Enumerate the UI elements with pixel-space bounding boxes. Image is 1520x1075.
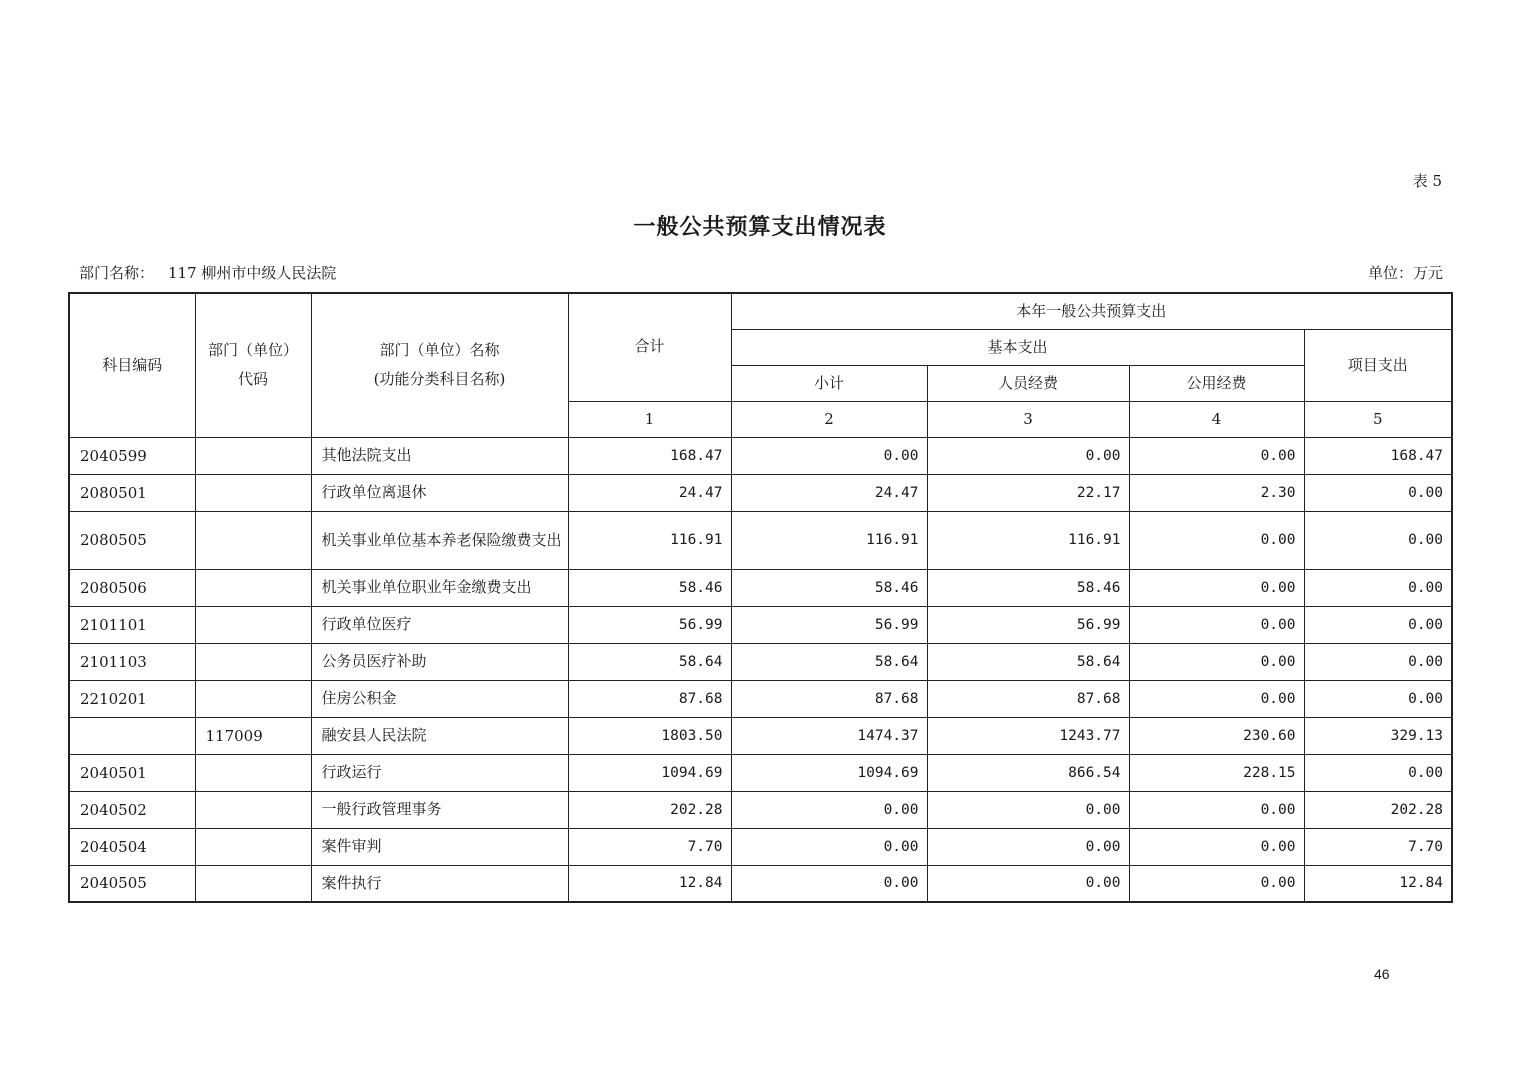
table-row [69, 474, 1452, 511]
cell-project: 202.28 [1304, 791, 1452, 828]
table-row [69, 643, 1452, 680]
cell-name: 机关事业单位职业年金缴费支出 [311, 569, 568, 606]
cell-subtotal: 1094.69 [731, 754, 927, 791]
cell-total: 116.91 [568, 511, 731, 569]
table-row [69, 754, 1452, 791]
cell-public: 0.00 [1129, 437, 1304, 474]
page-title: 一般公共预算支出情况表 [633, 214, 887, 240]
cell-project: 0.00 [1304, 511, 1452, 569]
cell-code: 2101101 [69, 606, 195, 643]
table-row [69, 511, 1452, 569]
header-index: 5 [1304, 401, 1452, 437]
table-row [69, 606, 1452, 643]
cell-public: 0.00 [1129, 511, 1304, 569]
cell-dept-code [195, 437, 311, 474]
header-index: 4 [1129, 401, 1304, 437]
cell-personnel: 0.00 [927, 865, 1129, 902]
cell-total: 56.99 [568, 606, 731, 643]
header-dept-code: 部门（单位） 代码 [195, 293, 311, 437]
cell-code: 2040501 [69, 754, 195, 791]
cell-dept-code: 117009 [195, 717, 311, 754]
cell-code: 2040505 [69, 865, 195, 902]
cell-name: 机关事业单位基本养老保险缴费支出 [311, 511, 568, 569]
header-total: 合计 [568, 293, 731, 401]
cell-subtotal: 0.00 [731, 791, 927, 828]
cell-dept-code [195, 474, 311, 511]
header-subtotal: 小计 [731, 365, 927, 401]
cell-dept-code [195, 754, 311, 791]
table-body [69, 437, 1452, 902]
cell-subtotal: 0.00 [731, 437, 927, 474]
cell-dept-code [195, 791, 311, 828]
table-row [69, 437, 1452, 474]
cell-code: 2040599 [69, 437, 195, 474]
cell-personnel: 22.17 [927, 474, 1129, 511]
cell-name: 公务员医疗补助 [311, 643, 568, 680]
cell-total: 12.84 [568, 865, 731, 902]
cell-public: 0.00 [1129, 828, 1304, 865]
cell-project: 0.00 [1304, 754, 1452, 791]
header-personnel: 人员经费 [927, 365, 1129, 401]
cell-project: 12.84 [1304, 865, 1452, 902]
cell-code: 2080505 [69, 511, 195, 569]
cell-dept-code [195, 511, 311, 569]
cell-total: 58.46 [568, 569, 731, 606]
cell-name: 融安县人民法院 [311, 717, 568, 754]
cell-subtotal: 56.99 [731, 606, 927, 643]
table-row [69, 828, 1452, 865]
cell-code: 2040502 [69, 791, 195, 828]
cell-project: 168.47 [1304, 437, 1452, 474]
table-row [69, 865, 1452, 902]
cell-total: 202.28 [568, 791, 731, 828]
cell-total: 87.68 [568, 680, 731, 717]
cell-subtotal: 58.46 [731, 569, 927, 606]
header-project: 项目支出 [1304, 329, 1452, 401]
cell-personnel: 866.54 [927, 754, 1129, 791]
table-row [69, 791, 1452, 828]
cell-project: 329.13 [1304, 717, 1452, 754]
budget-table [68, 292, 1453, 903]
header-index: 3 [927, 401, 1129, 437]
cell-personnel: 56.99 [927, 606, 1129, 643]
cell-subtotal: 87.68 [731, 680, 927, 717]
header-index: 1 [568, 401, 731, 437]
cell-personnel: 1243.77 [927, 717, 1129, 754]
cell-dept-code [195, 828, 311, 865]
table-header [69, 293, 1452, 437]
cell-code: 2210201 [69, 680, 195, 717]
header-group: 本年一般公共预算支出 [731, 293, 1452, 329]
cell-subtotal: 116.91 [731, 511, 927, 569]
cell-project: 0.00 [1304, 680, 1452, 717]
cell-public: 0.00 [1129, 680, 1304, 717]
cell-personnel: 58.46 [927, 569, 1129, 606]
cell-total: 1094.69 [568, 754, 731, 791]
cell-public: 0.00 [1129, 643, 1304, 680]
header-basic: 基本支出 [731, 329, 1304, 365]
cell-name: 行政单位离退休 [311, 474, 568, 511]
cell-total: 7.70 [568, 828, 731, 865]
cell-public: 0.00 [1129, 865, 1304, 902]
department-value: 117 柳州市中级人民法院 [168, 264, 337, 282]
cell-subtotal: 0.00 [731, 865, 927, 902]
header-public: 公用经费 [1129, 365, 1304, 401]
cell-public: 2.30 [1129, 474, 1304, 511]
cell-name: 案件执行 [311, 865, 568, 902]
cell-personnel: 0.00 [927, 791, 1129, 828]
cell-dept-code [195, 569, 311, 606]
cell-code [69, 717, 195, 754]
cell-name: 其他法院支出 [311, 437, 568, 474]
cell-public: 0.00 [1129, 569, 1304, 606]
cell-project: 0.00 [1304, 643, 1452, 680]
cell-subtotal: 0.00 [731, 828, 927, 865]
cell-project: 0.00 [1304, 606, 1452, 643]
cell-name: 案件审判 [311, 828, 568, 865]
cell-code: 2080501 [69, 474, 195, 511]
page-number: 46 [1374, 966, 1390, 982]
cell-personnel: 58.64 [927, 643, 1129, 680]
cell-total: 24.47 [568, 474, 731, 511]
cell-personnel: 87.68 [927, 680, 1129, 717]
cell-name: 行政单位医疗 [311, 606, 568, 643]
cell-personnel: 0.00 [927, 437, 1129, 474]
cell-code: 2080506 [69, 569, 195, 606]
table-row [69, 717, 1452, 754]
cell-total: 58.64 [568, 643, 731, 680]
cell-public: 228.15 [1129, 754, 1304, 791]
cell-public: 0.00 [1129, 606, 1304, 643]
table-row [69, 680, 1452, 717]
header-index: 2 [731, 401, 927, 437]
cell-name: 行政运行 [311, 754, 568, 791]
cell-project: 0.00 [1304, 569, 1452, 606]
cell-dept-code [195, 643, 311, 680]
unit-label: 单位：万元 [1367, 264, 1443, 282]
cell-dept-code [195, 865, 311, 902]
cell-subtotal: 24.47 [731, 474, 927, 511]
cell-project: 7.70 [1304, 828, 1452, 865]
cell-dept-code [195, 680, 311, 717]
header-dept-name: 部门（单位）名称 (功能分类科目名称) [311, 293, 568, 437]
cell-personnel: 0.00 [927, 828, 1129, 865]
cell-name: 住房公积金 [311, 680, 568, 717]
header-code: 科目编码 [69, 293, 195, 437]
cell-public: 230.60 [1129, 717, 1304, 754]
cell-personnel: 116.91 [927, 511, 1129, 569]
table-number: 表 5 [1412, 172, 1442, 190]
cell-public: 0.00 [1129, 791, 1304, 828]
cell-name: 一般行政管理事务 [311, 791, 568, 828]
cell-project: 0.00 [1304, 474, 1452, 511]
cell-subtotal: 1474.37 [731, 717, 927, 754]
cell-total: 168.47 [568, 437, 731, 474]
cell-code: 2101103 [69, 643, 195, 680]
cell-dept-code [195, 606, 311, 643]
cell-subtotal: 58.64 [731, 643, 927, 680]
cell-code: 2040504 [69, 828, 195, 865]
department-info [79, 262, 336, 283]
department-label: 部门名称： [79, 264, 155, 282]
table-row [69, 569, 1452, 606]
cell-total: 1803.50 [568, 717, 731, 754]
